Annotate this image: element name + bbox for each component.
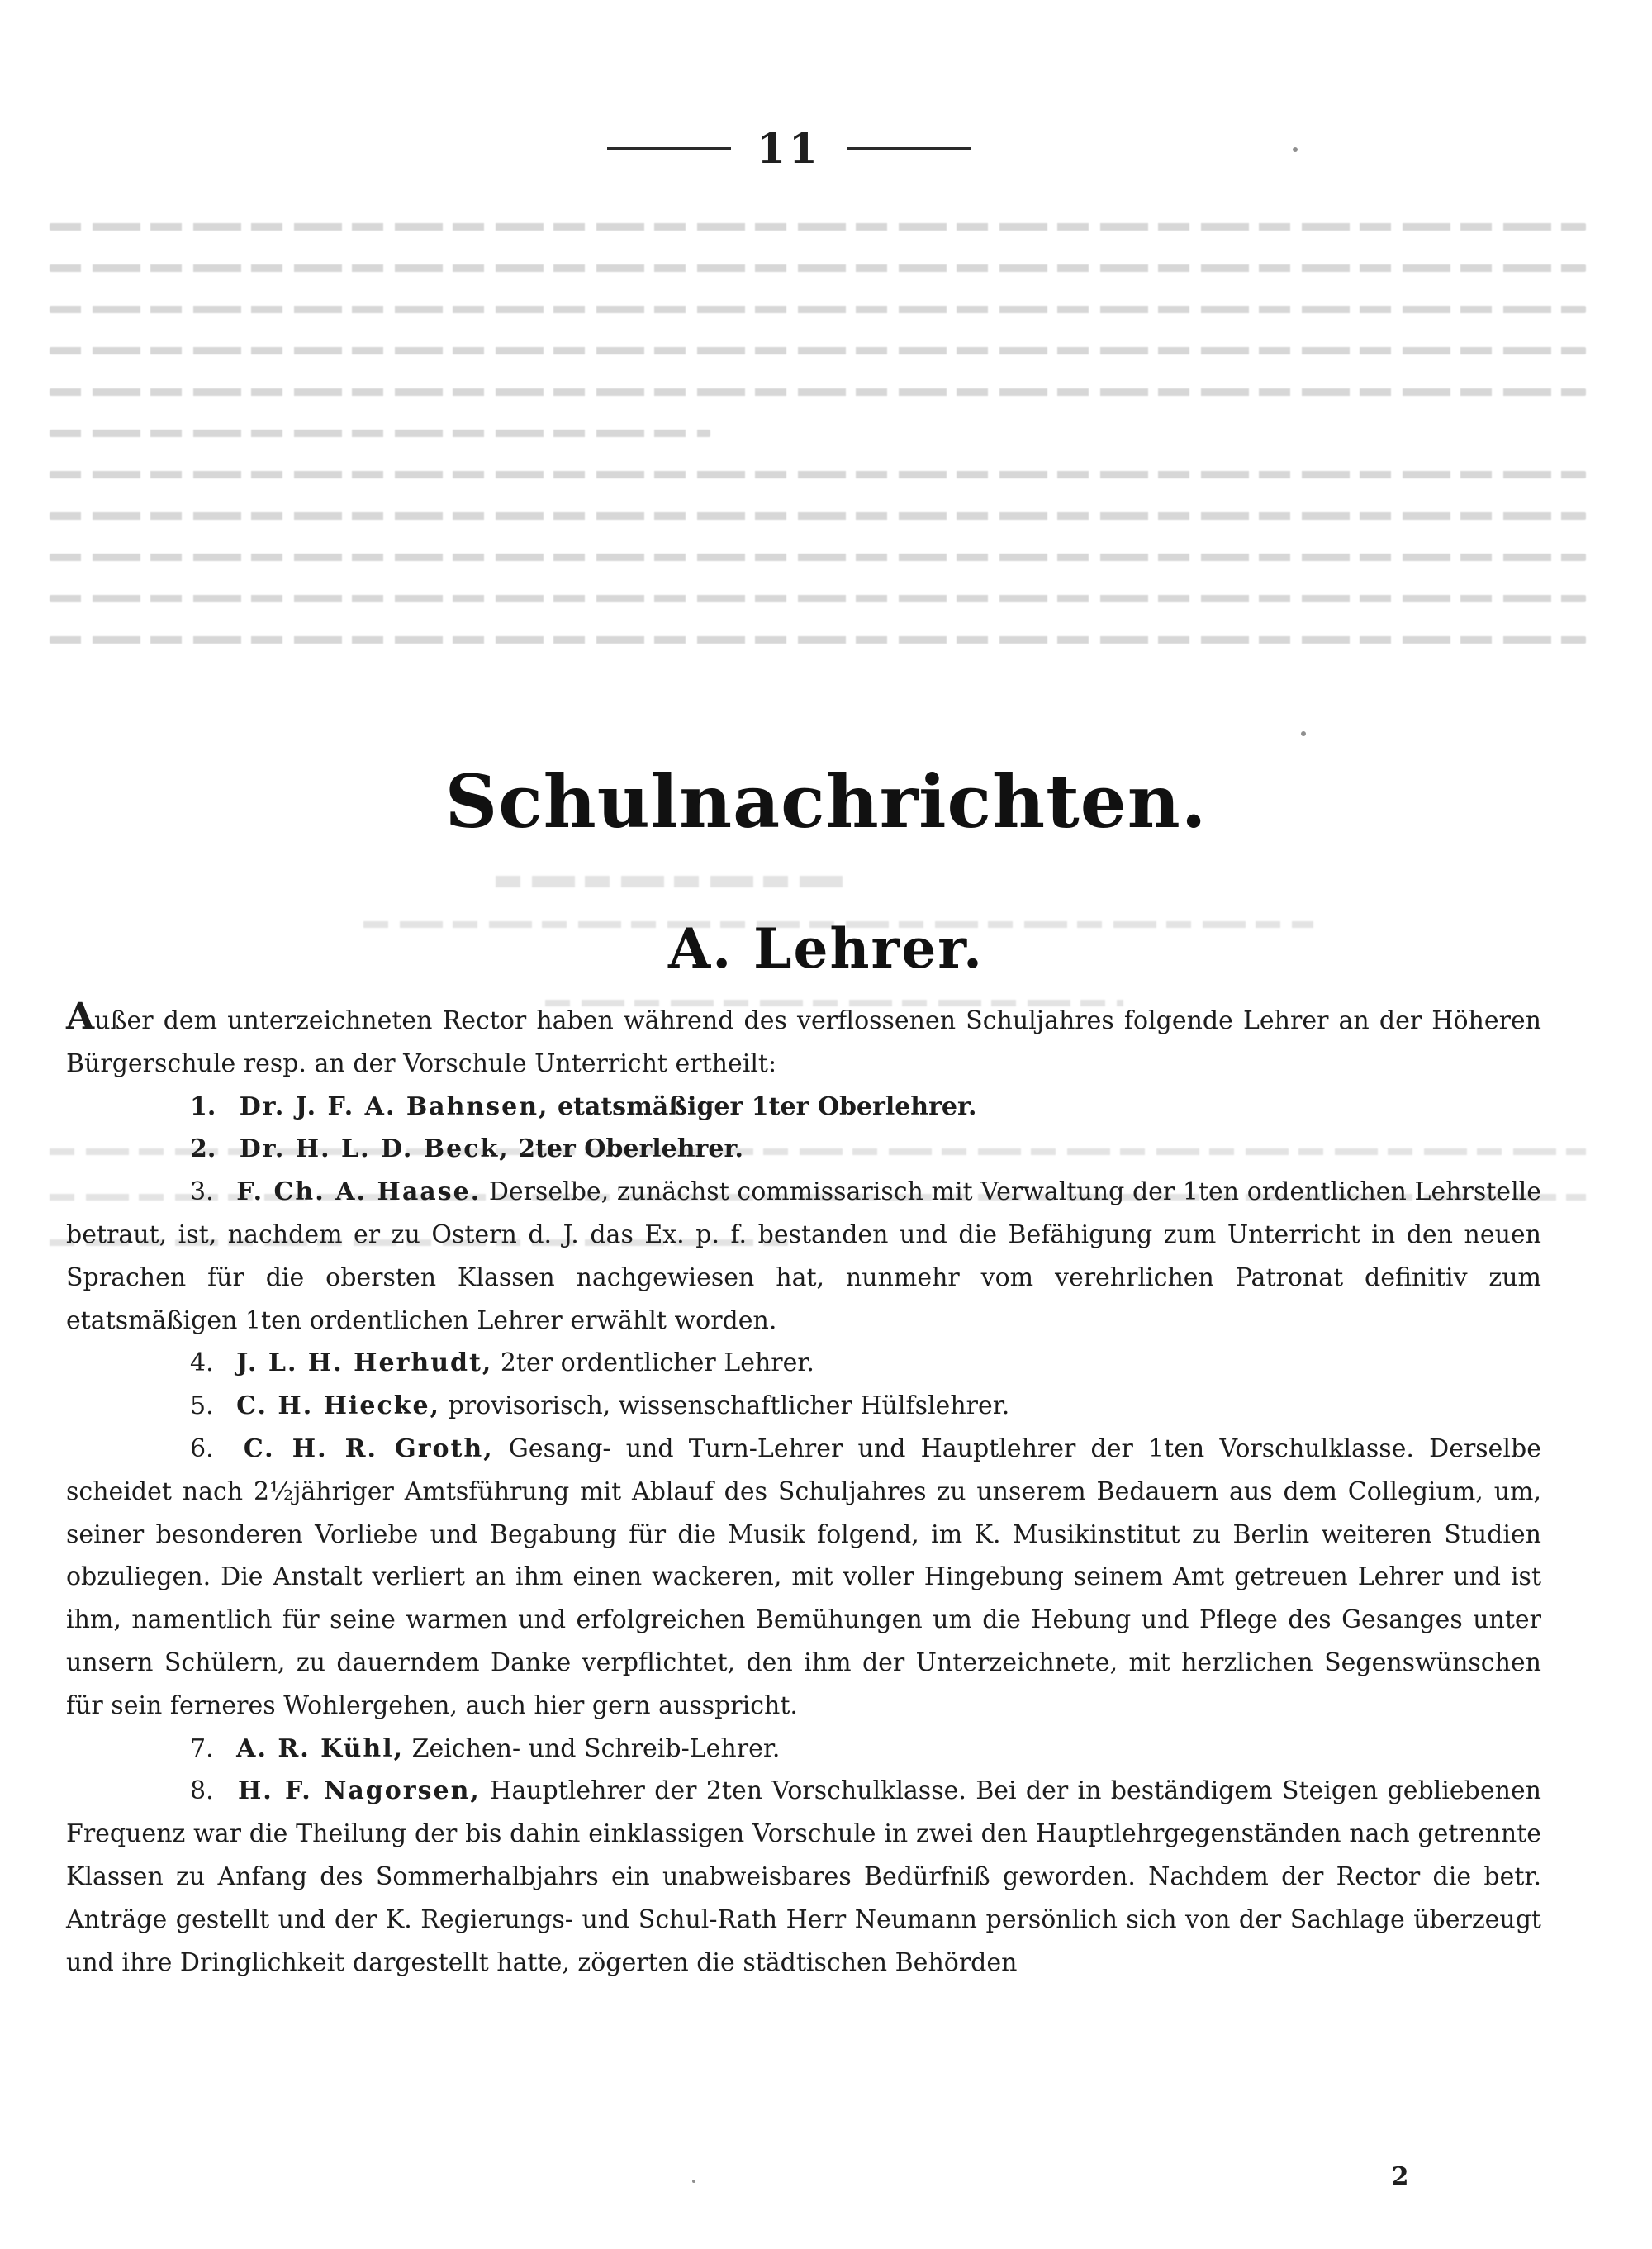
list-item (66, 1128, 1541, 1171)
item-text: etatsmäßiger 1ter Oberlehrer. (557, 1091, 977, 1121)
teacher-name: Dr. J. F. A. Bahnsen, (239, 1091, 549, 1121)
item-number: 6. (190, 1434, 214, 1463)
list-item (66, 1770, 1541, 1984)
signature-mark: 2 (1391, 2162, 1409, 2191)
item-text: provisorisch, wissenschaftlicher Hülfslehrer. (448, 1391, 1010, 1421)
print-speck (1293, 147, 1298, 152)
list-item (66, 1728, 1541, 1771)
teacher-name: C. H. Hiecke, (236, 1391, 441, 1421)
list-item (66, 1086, 1541, 1129)
list-item (66, 1428, 1541, 1728)
header-rule-right (847, 147, 971, 150)
header-rule-left (607, 147, 731, 150)
bleed-through-texture (50, 194, 1586, 657)
item-number: 4. (190, 1348, 214, 1378)
main-title: Schulnachrichten. (444, 758, 1208, 844)
item-number: 8. (190, 1776, 214, 1806)
item-number: 7. (190, 1733, 214, 1763)
list-item (66, 1342, 1541, 1385)
teacher-name: C. H. R. Groth, (243, 1434, 494, 1463)
item-text: 2ter ordentlicher Lehrer. (500, 1348, 814, 1378)
item-text: Hauptlehrer der 2ten Vorschulklasse. Bei der in beständigem Steigen gebliebenen Frequenz war die Theilung der bis dahin einklassigen Vorschule in zwei den Hauptlehrgegenständen nach getrennte Klassen zu Anfang des Sommerhalbjahrs ein unabweisbares Bedürfniß geworden. Nachdem der Rector die betr. Anträge gestellt und der K. Regierungs- und Schul-Rath Herr Neumann persönlich sich von der Sachlage überzeugt und ihre Dringlichkeit dargestellt hatte, zögerten die städtischen Behörden (66, 1776, 1541, 1977)
item-number: 3. (190, 1177, 214, 1207)
page-header (607, 124, 971, 174)
item-number: 2. (190, 1134, 216, 1164)
item-number: 5. (190, 1391, 214, 1421)
teacher-name: H. F. Nagorsen, (237, 1776, 481, 1806)
teacher-name: F. Ch. A. Haase. (236, 1177, 482, 1207)
item-number: 1. (190, 1091, 216, 1121)
teacher-name: Dr. H. L. D. Beck, (239, 1134, 510, 1164)
item-text: 2ter Oberlehrer. (518, 1134, 743, 1164)
item-text: Gesang- und Turn-Lehrer und Hauptlehrer der 1ten Vorschulklasse. Derselbe scheidet nach 2½jähriger Amtsführung mit Ablauf des Schuljahres zu unserem Bedauern aus dem Collegium, um, seiner besonderen Vorliebe und Begabung für die Musik folgend, im K. Musikinstitut zu Berlin weiteren Studien obzuliegen. Die Anstalt verliert an ihm einen wackeren, mit voller Hingebung seinem Amt getreuen Lehrer und ist ihm, namentlich für seine warmen und erfolgreichen Bemühungen um die Hebung und Pflege des Gesanges unter unsern Schülern, zu dauerndem Danke verpflichtet, den ihm der Unterzeichnete, mit herzlichen Segenswünschen für sein ferneres Wohlergehen, auch hier gern ausspricht. (66, 1434, 1541, 1720)
page-number: 11 (757, 124, 821, 173)
print-speck (1301, 731, 1306, 736)
list-item (66, 1385, 1541, 1428)
teacher-name: A. R. Kühl, (236, 1733, 405, 1763)
item-text: Zeichen- und Schreib-Lehrer. (411, 1733, 781, 1763)
body-text (66, 996, 1541, 1984)
item-text: Derselbe, zunächst commissarisch mit Verwaltung der 1ten ordentlichen Lehrstelle betraut, ist, nachdem er zu Ostern d. J. das Ex. p. f. bestanden und die Befähigung zum Unterricht in den neuen Sprachen für die obersten Klassen nachgewiesen hat, nunmehr vom verehrlichen Patronat definitiv zum etatsmäßigen 1ten ordentlichen Lehrer erwählt worden. (66, 1177, 1542, 1335)
intro-paragraph: Außer dem unterzeichneten Rector haben während des verflossenen Schuljahres folgende Lehrer an der Höheren Bürgerschule resp. an der Vorschule Unterricht ertheilt: (66, 996, 1541, 1078)
section-heading: A. Lehrer. (667, 916, 984, 981)
print-speck (692, 2180, 695, 2183)
list-item (66, 1171, 1541, 1342)
teacher-name: J. L. H. Herhudt, (236, 1348, 493, 1378)
